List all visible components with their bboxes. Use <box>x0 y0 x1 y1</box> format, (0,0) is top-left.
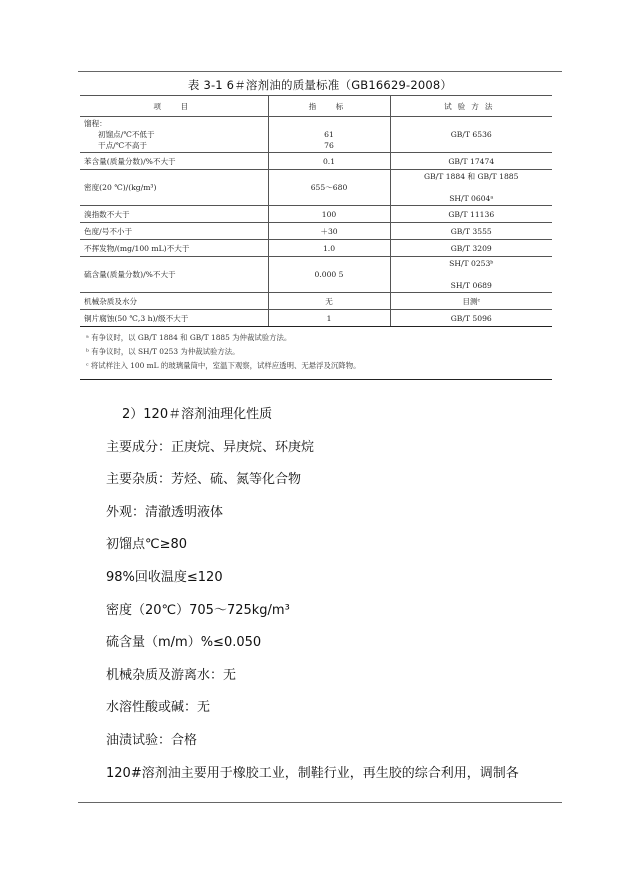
paragraph: 初馏点℃≥80 <box>106 537 188 553</box>
limit-condition: 不大于 <box>166 243 190 253</box>
paragraph: 机械杂质及游离水：无 <box>106 667 237 683</box>
body-text <box>106 405 519 796</box>
test-method: GB/T 11136 <box>448 209 495 219</box>
item-label: 不挥发物/(mg/100 mL) <box>84 243 167 253</box>
limit-condition: 不大于 <box>152 270 176 279</box>
spec-value: 无 <box>325 296 333 306</box>
test-method: GB/T 5096 <box>450 313 492 323</box>
table-caption: 表 3-1 6＃溶剂油的质量标准（GB16629-2008） <box>187 78 453 92</box>
test-method: GB/T 3209 <box>450 243 492 253</box>
item-cell <box>80 293 268 310</box>
table-note: ᶜ 将试样注入 100 mL 的玻璃量筒中，室温下观察，试样应透明、无悬浮及沉降物。 <box>86 361 361 370</box>
spec-value <box>273 280 386 291</box>
value-cell <box>268 293 390 310</box>
table-row <box>80 293 552 310</box>
header-rule <box>78 71 562 72</box>
value-cell <box>268 223 390 240</box>
paragraph: 水溶性酸或碱：无 <box>106 700 211 716</box>
quality-standard-table <box>80 95 552 380</box>
value-cell <box>268 257 390 293</box>
limit-condition: 不大于 <box>152 156 176 166</box>
test-method: GB/T 1884 和 GB/T 1885 <box>424 172 519 181</box>
paragraph: 硫含量（m/m）%≤0.050 <box>106 635 262 651</box>
test-method <box>395 118 549 129</box>
method-cell <box>390 223 552 240</box>
spec-value: 61 <box>324 130 334 139</box>
item-cell <box>80 117 268 153</box>
item-cell <box>80 170 268 206</box>
test-method: SH/T 0689 <box>450 281 492 290</box>
table-note: ᵇ 有争议时，以 SH/T 0253 为仲裁试验方法。 <box>86 347 240 356</box>
value-cell <box>268 153 390 170</box>
table-note: ᵃ 有争议时，以 GB/T 1884 和 GB/T 1885 为仲裁试验方法。 <box>86 333 292 342</box>
spec-value: ＋30 <box>320 226 338 236</box>
test-method: GB/T 6536 <box>450 130 492 139</box>
spec-value: 100 <box>321 209 337 219</box>
paragraph: 主要杂质：芳烃、硫、氮等化合物 <box>106 472 302 488</box>
item-label: 干点/℃ <box>98 141 125 150</box>
spec-value: 0.000 5 <box>314 270 344 279</box>
spec-value <box>273 193 386 204</box>
test-method: GB/T 17474 <box>448 156 495 166</box>
item-cell <box>80 223 268 240</box>
limit-condition: 不小于 <box>109 226 133 236</box>
item-label: 苯含量(质量分数)/% <box>84 156 153 166</box>
item-cell <box>80 153 268 170</box>
footer-rule <box>78 802 562 803</box>
test-method: SH/T 0253ᵇ <box>449 259 494 268</box>
paragraph: 油渍试验：合格 <box>106 732 198 748</box>
item-label: 密度(20 ℃)/(kg/m³) <box>84 183 157 192</box>
value-cell <box>268 117 390 153</box>
spec-value <box>273 118 386 129</box>
method-cell <box>390 310 552 327</box>
table-row <box>80 117 552 153</box>
test-method <box>395 182 549 193</box>
item-label: 硫含量(质量分数)/% <box>84 270 153 279</box>
table-row <box>80 240 552 257</box>
spec-value: 76 <box>324 141 334 150</box>
method-cell <box>390 240 552 257</box>
spec-table <box>80 95 552 327</box>
header-item: 项 目 <box>80 96 268 117</box>
test-method <box>395 269 549 280</box>
table-row <box>80 170 552 206</box>
table-row <box>80 257 552 293</box>
method-cell <box>390 257 552 293</box>
item-label: 铜片腐蚀(50 ℃,3 h)/级 <box>84 313 166 323</box>
method-cell <box>390 206 552 223</box>
table-row <box>80 153 552 170</box>
item-label: 馏程： <box>84 119 107 128</box>
item-label: 初馏点/℃ <box>98 130 132 139</box>
method-cell <box>390 170 552 206</box>
item-label: 机械杂质及水分 <box>84 296 138 306</box>
value-cell <box>268 170 390 206</box>
item-cell <box>80 257 268 293</box>
limit-condition: 不大于 <box>165 313 189 323</box>
spec-value: 0.1 <box>322 156 336 166</box>
paragraph: 98%回收温度≤120 <box>106 569 223 585</box>
paragraph: 密度（20℃）705～725kg/m³ <box>106 602 290 618</box>
item-label: 溴指数 <box>84 209 107 219</box>
spec-value: 655～680 <box>310 183 348 192</box>
test-method: 目测ᶜ <box>462 296 481 306</box>
paragraph: 120#溶剂油主要用于橡胶工业，制鞋行业，再生胶的综合利用，调制各 <box>106 765 519 781</box>
method-cell <box>390 293 552 310</box>
spec-value: 1 <box>326 313 332 323</box>
spec-value <box>273 171 386 182</box>
test-method <box>395 140 549 151</box>
spec-value: 1.0 <box>322 243 336 253</box>
table-row <box>80 206 552 223</box>
method-cell <box>390 117 552 153</box>
paragraph: 主要成分：正庚烷、异庚烷、环庚烷 <box>106 439 315 455</box>
section-heading: 2）120＃溶剂油理化性质 <box>122 407 273 422</box>
test-method: GB/T 3555 <box>450 226 492 236</box>
limit-condition: 不大于 <box>106 209 130 219</box>
limit-condition: 不高于 <box>124 141 148 150</box>
item-cell <box>80 206 268 223</box>
limit-condition: 不低于 <box>131 130 155 139</box>
header-method: 试验方法 <box>390 96 552 117</box>
method-cell <box>390 153 552 170</box>
spec-value <box>273 258 386 269</box>
value-cell <box>268 310 390 327</box>
item-cell <box>80 310 268 327</box>
table-row <box>80 223 552 240</box>
table-notes <box>80 327 552 380</box>
test-method: SH/T 0604ᵃ <box>449 194 494 203</box>
table-row <box>80 310 552 327</box>
value-cell <box>268 206 390 223</box>
value-cell <box>268 240 390 257</box>
item-cell <box>80 240 268 257</box>
header-value: 指 标 <box>268 96 390 117</box>
item-label: 色度/号 <box>84 226 110 236</box>
paragraph: 外观：清澈透明液体 <box>106 504 224 520</box>
